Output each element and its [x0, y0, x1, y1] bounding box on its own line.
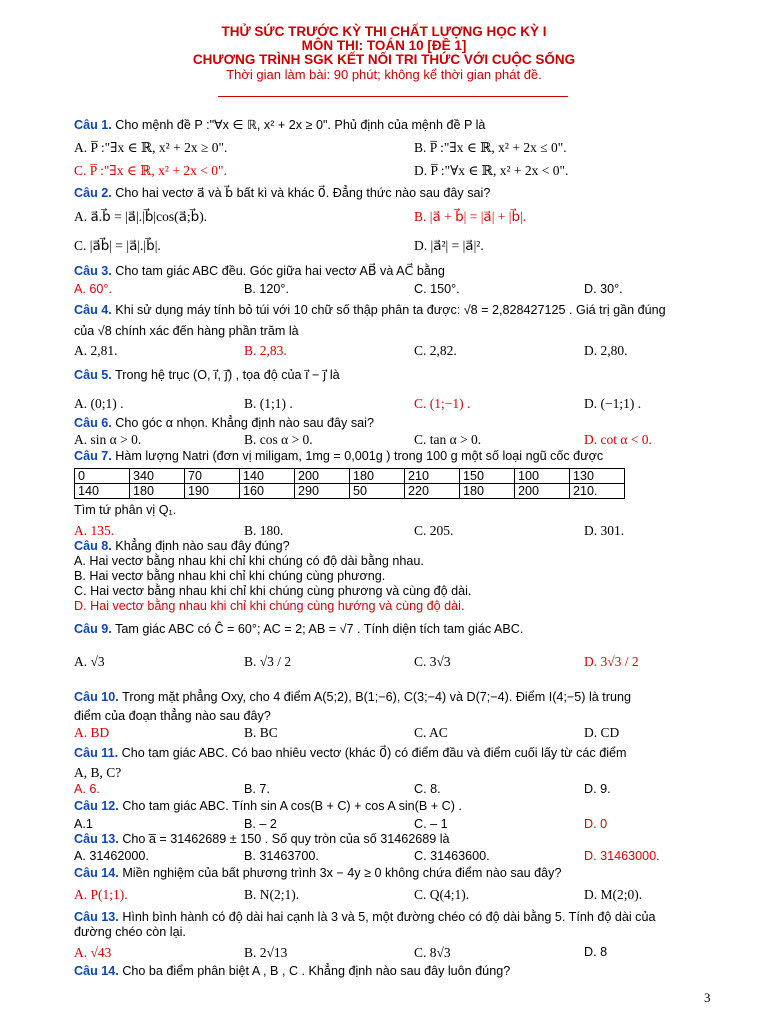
table-cell: 290 — [295, 484, 350, 499]
option-d: D. P̅ :"∀x ∈ ℝ, x² + 2x < 0". — [414, 163, 569, 178]
option-b: B. cos α > 0. — [244, 432, 313, 447]
option-d-answer: D. Hai vectơ bằng nhau khi chỉ khi chúng cùng hướng và cùng độ dài. — [74, 599, 465, 613]
option-a: A. sin α > 0. — [74, 432, 142, 447]
option-c: C. 3√3 — [414, 654, 451, 669]
question-label: Câu 8. — [74, 539, 112, 553]
question-13 — [74, 832, 450, 847]
option-a-answer: A. 135. — [74, 523, 115, 538]
question-1 — [74, 118, 485, 133]
question-label: Câu 11. — [74, 746, 119, 760]
option-a-answer: A. P(1;1). — [74, 887, 128, 902]
option-d-answer: D. 31463000. — [584, 849, 660, 863]
table-cell: 180 — [130, 484, 185, 499]
option-c: C. – 1 — [414, 817, 448, 831]
question-label: Câu 12. — [74, 799, 119, 813]
question-7-ask: Tìm tứ phân vị Q₁. — [74, 503, 177, 517]
question-label: Câu 10. — [74, 690, 119, 704]
table-cell: 50 — [350, 484, 405, 499]
table-cell: 340 — [130, 469, 185, 484]
question-9 — [74, 622, 523, 637]
table-row — [75, 469, 625, 484]
question-14 — [74, 866, 561, 881]
question-stem: Tam giác ABC có Ĉ = 60°; AC = 2; AB = √7 . Tính diện tích tam giác ABC. — [115, 622, 524, 636]
question-stem: Khẳng định nào sau đây đúng? — [115, 539, 290, 553]
question-stem: Cho hai vectơ a⃗ và b⃗ bất kì và khác 0⃗. Đẳng thức nào sau đây sai? — [115, 186, 491, 200]
option-b: B. 31463700. — [244, 849, 319, 863]
table-cell: 180 — [460, 484, 515, 499]
option-c: C. Q(4;1). — [414, 887, 470, 902]
question-11-cont: A, B, C? — [74, 765, 122, 780]
option-b: B. 180. — [244, 523, 284, 538]
table-cell: 0 — [75, 469, 130, 484]
question-label: Câu 13. — [74, 832, 119, 846]
question-label: Câu 7. — [74, 449, 112, 463]
option-d: D. (−1;1) . — [584, 396, 642, 411]
exam-time: Thời gian làm bài: 90 phút; không kể thời gian phát đề. — [226, 67, 542, 82]
option-a: A. 2,81. — [74, 343, 118, 358]
table-cell: 130 — [570, 469, 625, 484]
table-cell: 180 — [350, 469, 405, 484]
question-2 — [74, 186, 490, 201]
table-cell: 140 — [240, 469, 295, 484]
page-number: 3 — [704, 990, 711, 1005]
option-b: B. – 2 — [244, 817, 277, 831]
option-a-answer: A. √43 — [74, 945, 112, 960]
question-stem: Cho tam giác ABC. Tính sin A cos(B + C) + cos A sin(B + C) . — [122, 799, 462, 813]
option-d: D. CD — [584, 725, 620, 740]
option-b: B. 7. — [244, 782, 270, 796]
table-cell: 190 — [185, 484, 240, 499]
option-d: D. 8 — [584, 945, 608, 959]
table-cell: 210. — [570, 484, 625, 499]
table-cell: 70 — [185, 469, 240, 484]
option-c: C. 2,82. — [414, 343, 457, 358]
question-10 — [74, 690, 631, 705]
option-a: A. (0;1) . — [74, 396, 124, 411]
option-b: B. P̅ :"∃x ∈ ℝ, x² + 2x ≤ 0". — [414, 140, 567, 155]
option-d: D. M(2;0). — [584, 887, 643, 902]
question-11 — [74, 746, 627, 761]
question-stem: Cho tam giác ABC đều. Góc giữa hai vectơ AB⃗ và AC⃗ bằng — [115, 264, 445, 278]
question-stem: Cho tam giác ABC. Có bao nhiêu vectơ (khác 0⃗) có điểm đầu và điểm cuối lấy từ các điểm — [121, 746, 627, 760]
option-b: B. √3 / 2 — [244, 654, 292, 669]
exam-subject: MÔN THI: TOÁN 10 [ĐỀ 1] — [301, 38, 467, 53]
option-b: B. Hai vectơ bằng nhau khi chỉ khi chúng cùng phương. — [74, 569, 386, 583]
question-stem: Cho a̅ = 31462689 ± 150 . Số quy tròn của số 31462689 là — [122, 832, 450, 846]
option-c: C. 8. — [414, 782, 441, 796]
option-d: D. 301. — [584, 523, 625, 538]
question-4-cont: của √8 chính xác đến hàng phần trăm là — [74, 324, 299, 338]
question-stem: Miền nghiệm của bất phương trình 3x − 4y ≥ 0 không chứa điểm nào sau đây? — [122, 866, 562, 880]
table-cell: 100 — [515, 469, 570, 484]
option-d-answer: D. 3√3 / 2 — [584, 654, 639, 669]
sodium-data-table — [74, 468, 625, 499]
question-stem: Khi sử dụng máy tính bỏ túi với 10 chữ số thập phân ta được: √8 = 2,828427125 . Giá trị gần đúng — [115, 303, 666, 317]
option-c: C. tan α > 0. — [414, 432, 482, 447]
table-cell: 210 — [405, 469, 460, 484]
option-c: C. 8√3 — [414, 945, 451, 960]
option-d: D. 2,80. — [584, 343, 628, 358]
question-4 — [74, 303, 666, 318]
option-c: C. 31463600. — [414, 849, 490, 863]
option-b-answer: B. |a⃗ + b⃗| = |a⃗| + |b⃗|. — [414, 209, 527, 224]
option-a: A. P̅ :"∃x ∈ ℝ, x² + 2x ≥ 0". — [74, 140, 228, 155]
table-row — [75, 484, 625, 499]
question-label: Câu 3. — [74, 264, 112, 278]
exam-program: CHƯƠNG TRÌNH SGK KẾT NỐI TRI THỨC VỚI CUỘC SỐNG — [192, 52, 576, 67]
option-a: A. Hai vectơ bằng nhau khi chỉ khi chúng có độ dài bằng nhau. — [74, 554, 424, 568]
option-c: C. |a⃗b⃗| = |a⃗|.|b⃗|. — [74, 238, 161, 253]
option-c: C. 150°. — [414, 282, 460, 296]
option-a: A. a⃗.b⃗ = |a⃗|.|b⃗|cos(a⃗;b⃗). — [74, 209, 208, 224]
question-13-second — [74, 910, 656, 925]
option-b-answer: B. 2,83. — [244, 343, 287, 358]
table-cell: 220 — [405, 484, 460, 499]
question-13-cont: đường chéo còn lại. — [74, 925, 186, 939]
question-12 — [74, 799, 462, 814]
option-c-answer: C. (1;−1) . — [414, 396, 471, 411]
header-rule — [218, 96, 568, 97]
question-label: Câu 2. — [74, 186, 112, 200]
question-3 — [74, 264, 445, 279]
option-b: B. N(2;1). — [244, 887, 300, 902]
table-cell: 200 — [295, 469, 350, 484]
option-c: C. Hai vectơ bằng nhau khi chỉ khi chúng cùng phương và cùng độ dài. — [74, 584, 472, 598]
question-10-cont: điểm của đoạn thẳng nào sau đây? — [74, 709, 271, 723]
table-cell: 160 — [240, 484, 295, 499]
option-a: A. √3 — [74, 654, 105, 669]
question-stem: Trong mặt phẳng Oxy, cho 4 điểm A(5;2), B(1;−6), C(3;−4) và D(7;−4). Điểm I(4;−5) là trung — [122, 690, 631, 704]
exam-title: THỬ SỨC TRƯỚC KỲ THI CHẤT LƯỢNG HỌC KỲ I — [221, 24, 547, 39]
question-label: Câu 6. — [74, 416, 112, 430]
option-c-answer: C. P̅ :"∃x ∈ ℝ, x² + 2x < 0". — [74, 163, 227, 178]
option-a-answer: A. BD — [74, 725, 110, 740]
question-label: Câu 14. — [74, 866, 119, 880]
question-6 — [74, 416, 374, 431]
question-14-second — [74, 964, 510, 979]
option-b: B. 2√13 — [244, 945, 288, 960]
option-d-answer: D. cot α < 0. — [584, 432, 652, 447]
option-a: A.1 — [74, 817, 93, 831]
option-c: C. AC — [414, 725, 448, 740]
option-b: B. BC — [244, 725, 278, 740]
question-5 — [74, 368, 340, 383]
question-label: Câu 4. — [74, 303, 112, 317]
question-stem: Cho góc α nhọn. Khẳng định nào sau đây sai? — [115, 416, 374, 430]
question-stem: Trong hệ trục (O, i⃗, j⃗) , tọa độ của i⃗ − j⃗ là — [115, 368, 340, 382]
table-cell: 200 — [515, 484, 570, 499]
question-stem: Cho mệnh đề P :"∀x ∈ ℝ, x² + 2x ≥ 0". Phủ định của mệnh đề P là — [115, 118, 486, 132]
option-c: C. 205. — [414, 523, 454, 538]
question-label: Câu 9. — [74, 622, 112, 636]
option-a-answer: A. 6. — [74, 782, 100, 796]
question-label: Câu 14. — [74, 964, 119, 978]
question-stem: Hình bình hành có độ dài hai cạnh là 3 và 5, một đường chéo có độ dài bằng 5. Tính độ dài của — [122, 910, 656, 924]
option-a-answer: A. 60°. — [74, 282, 112, 296]
option-b: B. 120°. — [244, 282, 289, 296]
question-8 — [74, 539, 290, 554]
question-label: Câu 1. — [74, 118, 112, 132]
option-d: D. 9. — [584, 782, 611, 796]
option-d: D. 30°. — [584, 282, 623, 296]
option-a: A. 31462000. — [74, 849, 149, 863]
option-d-answer: D. 0 — [584, 817, 608, 831]
option-d: D. |a⃗²| = |a⃗|². — [414, 238, 484, 253]
question-label: Câu 5. — [74, 368, 112, 382]
table-cell: 150 — [460, 469, 515, 484]
option-b: B. (1;1) . — [244, 396, 293, 411]
question-stem: Cho ba điểm phân biệt A , B , C . Khẳng định nào sau đây luôn đúng? — [122, 964, 511, 978]
question-stem: Hàm lượng Natri (đơn vị miligam, 1mg = 0,001g ) trong 100 g một số loại ngũ cốc được — [115, 449, 604, 463]
question-label: Câu 13. — [74, 910, 119, 924]
question-7 — [74, 449, 603, 464]
table-cell: 140 — [75, 484, 130, 499]
